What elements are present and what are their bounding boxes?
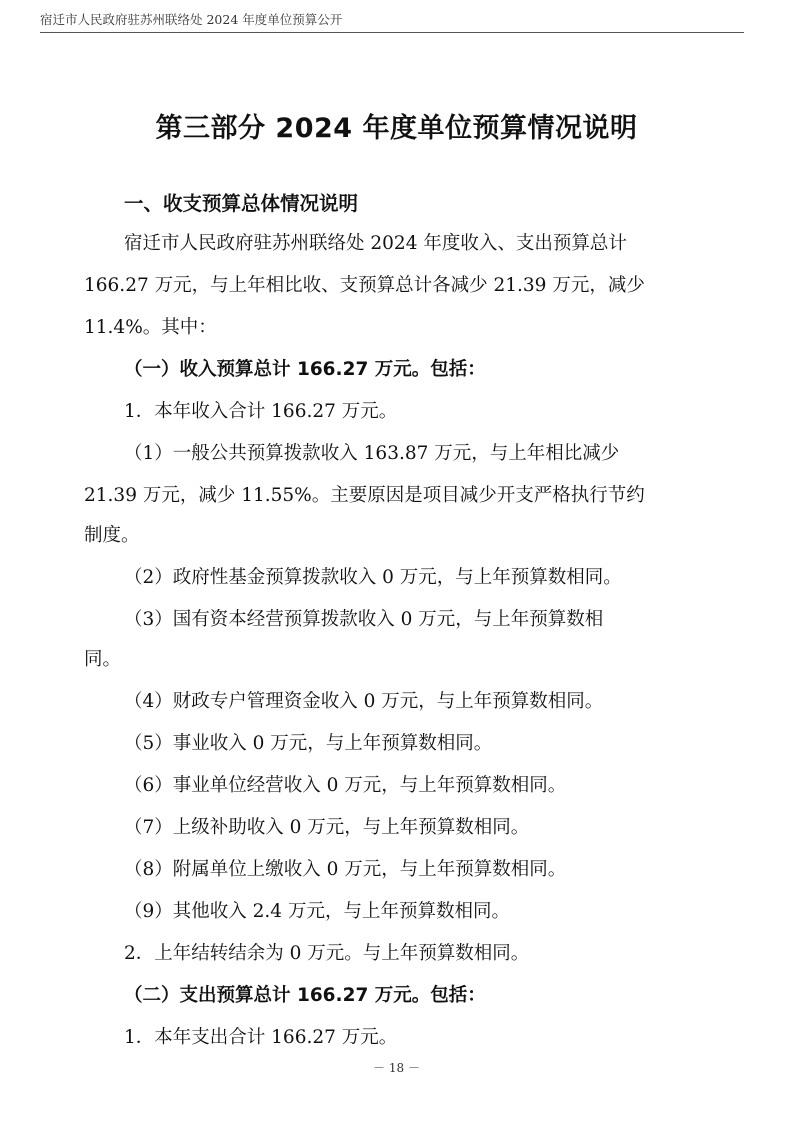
running-header: 宿迁市人民政府驻苏州联络处 2024 年度单位预算公开 bbox=[40, 12, 343, 27]
expenditure-heading: （二）支出预算总计 166.27 万元。包括： bbox=[124, 985, 486, 1006]
income-item-higher-subsidy: （7）上级补助收入 0 万元，与上年预算数相同。 bbox=[124, 817, 530, 838]
income-item-general-budget: 21.39 万元，减少 11.55%。主要原因是项目减少开支严格执行节约 bbox=[84, 485, 645, 506]
expenditure-current-year-total: 1．本年支出合计 166.27 万元。 bbox=[124, 1027, 398, 1048]
income-item-business: （5）事业收入 0 万元，与上年预算数相同。 bbox=[124, 733, 493, 754]
header-rule bbox=[40, 32, 744, 33]
income-item-gov-fund: （2）政府性基金预算拨款收入 0 万元，与上年预算数相同。 bbox=[124, 567, 622, 588]
income-item-other: （9）其他收入 2.4 万元，与上年预算数相同。 bbox=[124, 901, 510, 922]
income-item-state-capital: （3）国有资本经营预算拨款收入 0 万元，与上年预算数相 bbox=[124, 609, 604, 630]
income-heading: （一）收入预算总计 166.27 万元。包括： bbox=[124, 359, 486, 380]
summary-line: 166.27 万元，与上年相比收、支预算总计各减少 21.39 万元，减少 bbox=[84, 275, 645, 296]
income-item-business-operation: （6）事业单位经营收入 0 万元，与上年预算数相同。 bbox=[124, 775, 567, 796]
page-number: － 18 － bbox=[373, 1061, 420, 1075]
income-carryover: 2．上年结转结余为 0 万元。与上年预算数相同。 bbox=[124, 943, 530, 964]
income-item-general-budget: （1）一般公共预算拨款收入 163.87 万元，与上年相比减少 bbox=[124, 443, 620, 464]
income-item-affiliated-units: （8）附属单位上缴收入 0 万元，与上年预算数相同。 bbox=[124, 859, 567, 880]
section-heading-summary: 一、收支预算总体情况说明 bbox=[124, 192, 359, 215]
summary-line: 宿迁市人民政府驻苏州联络处 2024 年度收入、支出预算总计 bbox=[124, 233, 627, 254]
income-item-special-account: （4）财政专户管理资金收入 0 万元，与上年预算数相同。 bbox=[124, 691, 604, 712]
summary-line: 11.4%。其中： bbox=[84, 317, 217, 338]
income-item-state-capital: 同。 bbox=[84, 649, 122, 670]
income-item-general-budget: 制度。 bbox=[84, 525, 140, 546]
income-current-year-total: 1．本年收入合计 166.27 万元。 bbox=[124, 401, 398, 422]
page-title: 第三部分 2024 年度单位预算情况说明 bbox=[155, 113, 638, 144]
